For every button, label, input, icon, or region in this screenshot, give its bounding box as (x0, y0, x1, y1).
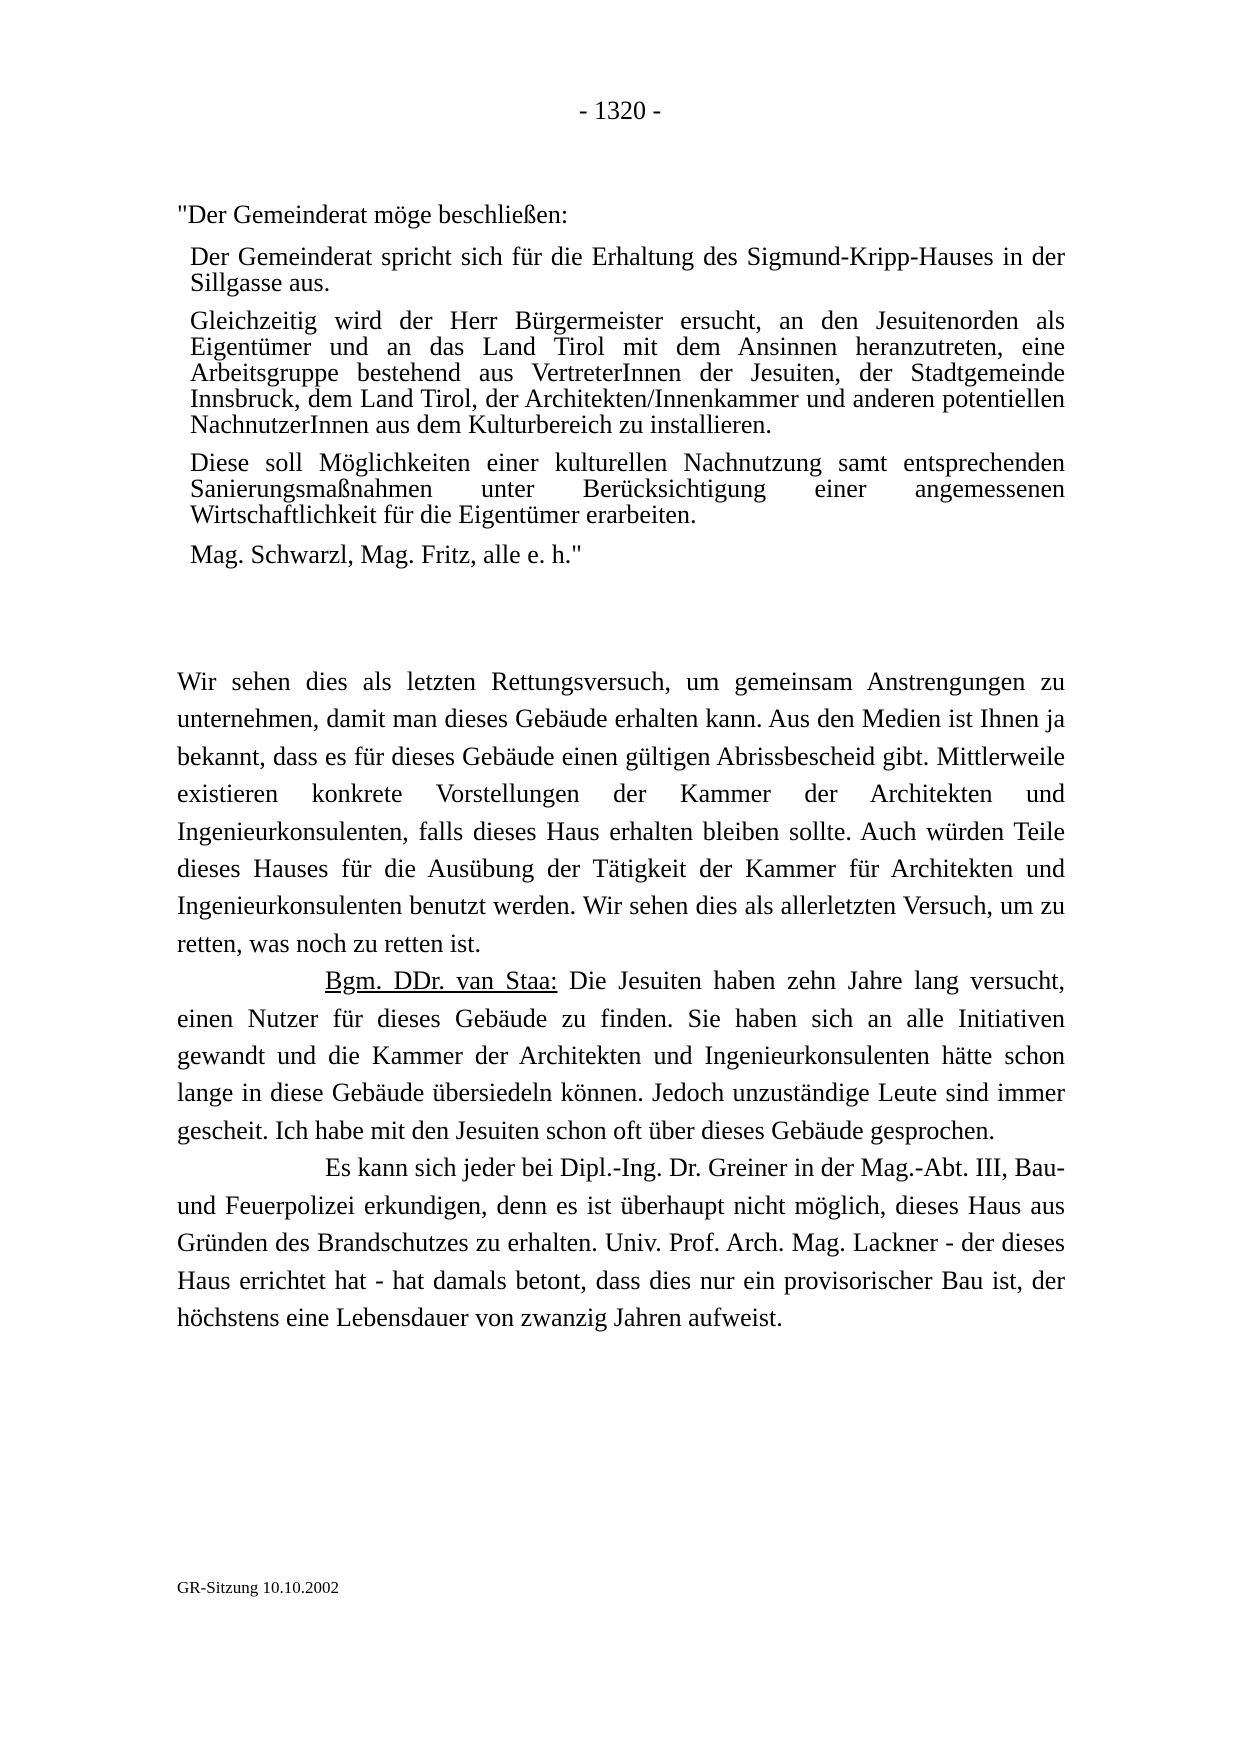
motion-paragraph-1: Der Gemeinderat spricht sich für die Erhaltung des Sigmund-Kripp-Hauses in der Sillgasse aus. (190, 242, 1065, 297)
footer: GR-Sitzung 10.10.2002 (177, 1578, 339, 1597)
page-number: - 1320 - (578, 96, 662, 125)
motion-block (190, 244, 1065, 570)
motion-signatories: Mag. Schwarzl, Mag. Fritz, alle e. h." (190, 540, 582, 569)
body-paragraph-3 (177, 1149, 1065, 1336)
body-paragraph-2 (177, 962, 1065, 1149)
motion-intro: "Der Gemeinderat möge beschließen: (177, 200, 569, 229)
motion-paragraph-2: Gleichzeitig wird der Herr Bürgermeister ersucht, an den Jesuitenorden als Eigentümer und an das Land Tirol mit dem Ansinnen heranzutreten, eine Arbeitsgruppe bestehend aus VertreterInnen der Jesuiten, der Stadtgemeinde Innsbruck, dem Land Tirol, der Architekten/Innenkammer und anderen potentiellen NachnutzerInnen aus dem Kulturbereich zu installieren. (190, 306, 1065, 439)
body-paragraph-1: Wir sehen dies als letzten Rettungsversuch, um gemeinsam Anstrengungen zu unternehmen, damit man dieses Gebäude erhalten kann. Aus den Medien ist Ihnen ja bekannt, dass es für dieses Gebäude einen gültigen Abrissbescheid gibt. Mittlerweile existieren konkrete Vorstellungen der Kammer der Architekten und Ingenieurkonsulenten, falls dieses Haus erhalten bleiben sollte. Auch würden Teile dieses Hauses für die Ausübung der Tätigkeit der Kammer für Architekten und Ingenieurkonsulenten benutzt werden. Wir sehen dies als allerletzten Versuch, um zu retten, was noch zu retten ist. (177, 667, 1065, 958)
speaker-name: Bgm. DDr. van Staa: (325, 966, 558, 996)
paragraph-3-text: Es kann sich jeder bei Dipl.-Ing. Dr. Greiner in der Mag.-Abt. III, Bau- und Feuerpolizei erkundigen, denn es ist überhaupt nicht möglich, dieses Haus aus Gründen des Brandschutzes zu erhalten. Univ. Prof. Arch. Mag. Lackner - der dieses Haus errichtet hat - hat damals betont, dass dies nur ein provisorischer Bau ist, der höchstens eine Lebensdauer von zwanzig Jahren aufweist. (177, 1153, 1065, 1332)
body-text (177, 663, 1065, 1336)
speaker-statement: Die Jesuiten haben zehn Jahre lang versucht, einen Nutzer für dieses Gebäude zu finden. Sie haben sich an alle Initiativen gewandt und die Kammer der Architekten und Ingenieurkonsulenten hätte schon lange in diese Gebäude übersiedeln können. Jedoch unzuständige Leute sind immer gescheit. Ich habe mit den Jesuiten schon oft über dieses Gebäude gesprochen. (177, 966, 1065, 1145)
motion-paragraph-3: Diese soll Möglichkeiten einer kulturellen Nachnutzung samt entsprechenden Sanierungsmaßnahmen unter Berücksichtigung einer angemessenen Wirtschaftlichkeit für die Eigentümer erarbeiten. (190, 448, 1065, 529)
